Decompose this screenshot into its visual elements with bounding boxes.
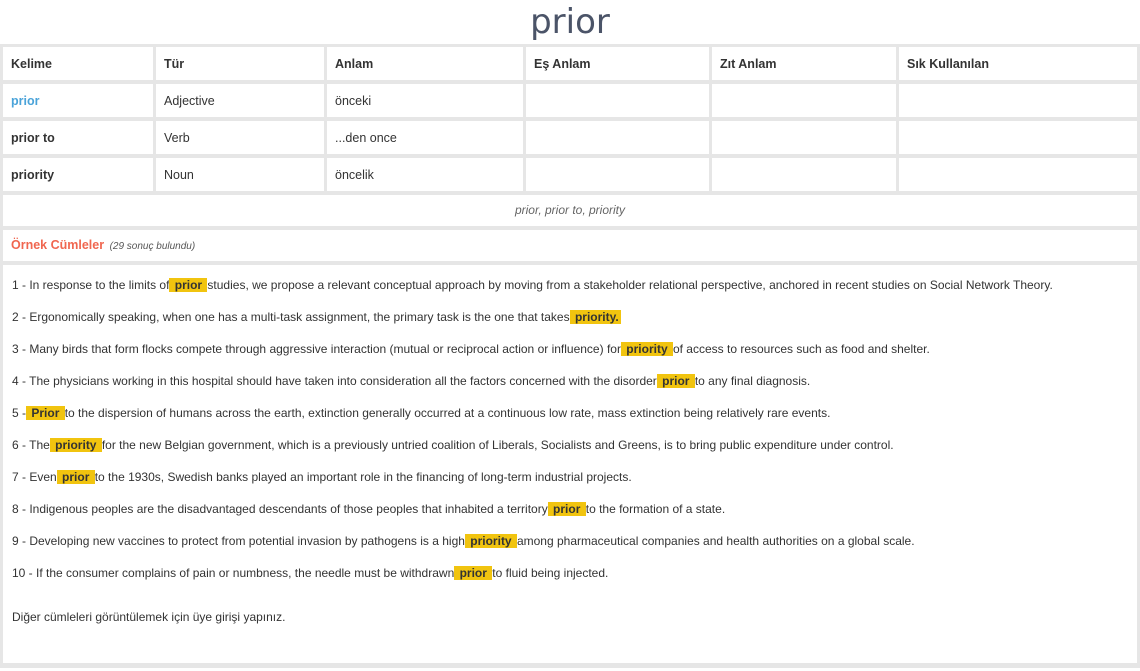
sentence-item — [12, 307, 1125, 327]
sentence-text: 2 - Ergonomically speaking, when one has a multi-task assignment, the primary task is the one that takes — [12, 310, 570, 324]
example-sentences — [3, 265, 1137, 663]
login-prompt — [12, 607, 1125, 627]
word-type: Noun — [156, 158, 324, 191]
highlighted-word: prior — [658, 374, 693, 388]
word-synonym — [526, 84, 709, 117]
word-type: Adjective — [156, 84, 324, 117]
word-meaning: öncelik — [327, 158, 523, 191]
examples-count: (29 sonuç bulundu) — [109, 241, 196, 252]
word-antonym — [712, 121, 896, 154]
word-common — [899, 121, 1137, 154]
table-row — [3, 121, 1137, 154]
examples-header — [3, 230, 1137, 261]
word-type: Verb — [156, 121, 324, 154]
sentence-text: 7 - Even — [12, 470, 57, 484]
sentence-text: 5 - — [12, 406, 27, 420]
sentence-text: 9 - Developing new vaccines to protect from potential invasion by pathogens is a high — [12, 534, 465, 548]
sentence-text: to the formation of a state. — [585, 502, 726, 516]
page-title: prior — [530, 2, 610, 42]
sentence-item — [12, 275, 1125, 295]
sentence-text: for the new Belgian government, which is a previously untried coalition of Liberals, Socialists and Greens, is to bring public expenditure under control. — [101, 438, 894, 452]
login-prompt-text: yapınız. — [240, 610, 286, 624]
header-kelime: Kelime — [3, 47, 153, 80]
sentence-text: 4 - The physicians working in this hospital should have taken into consideration all the factors concerned with the disorder — [12, 374, 657, 388]
highlighted-word: prior — [549, 502, 584, 516]
sentence-text: 6 - The — [12, 438, 50, 452]
header-tur: Tür — [156, 47, 324, 80]
sentence-text: among pharmaceutical companies and health authorities on a global scale. — [516, 534, 915, 548]
word-synonym — [526, 121, 709, 154]
content-panel — [0, 44, 1140, 668]
sentence-text: to the dispersion of humans across the earth, extinction generally occurred at a continuous low rate, mass extinction being relatively rare events. — [64, 406, 831, 420]
sentence-text: 10 - If the consumer complains of pain or numbness, the needle must be withdrawn — [12, 566, 455, 580]
table-header-row — [3, 47, 1137, 80]
highlighted-word: prior — [171, 278, 206, 292]
word-cell: prior to — [3, 121, 153, 154]
word-meaning: önceki — [327, 84, 523, 117]
table-row — [3, 158, 1137, 191]
examples-title: Örnek Cümleler — [11, 238, 105, 252]
highlighted-word: priority — [622, 342, 671, 356]
sentence-item — [12, 499, 1125, 519]
word-synonym — [526, 158, 709, 191]
login-prompt-text: Diğer cümleleri görüntülemek için — [12, 610, 193, 624]
word-cell: priority — [3, 158, 153, 191]
related-words-line: prior, prior to, priority — [3, 195, 1137, 226]
member-login-link[interactable]: üye girişi — [192, 610, 241, 624]
sentence-item — [12, 467, 1125, 487]
word-link[interactable]: prior — [3, 84, 153, 117]
sentence-text: to any final diagnosis. — [694, 374, 811, 388]
sentence-item — [12, 435, 1125, 455]
word-meaning: ...den once — [327, 121, 523, 154]
highlighted-word: prior — [58, 470, 93, 484]
highlighted-word: priority. — [571, 310, 619, 324]
sentence-text: to the 1930s, Swedish banks played an important role in the financing of long-term industrial projects. — [94, 470, 632, 484]
word-antonym — [712, 158, 896, 191]
sentence-text: to fluid being injected. — [492, 566, 609, 580]
sentence-item — [12, 403, 1125, 423]
sentence-text: studies, we propose a relevant conceptual approach by moving from a stakeholder relational perspective, anchored in recent studies on Social Network Theory. — [207, 278, 1053, 292]
sentence-text: of access to resources such as food and shelter. — [672, 342, 930, 356]
sentence-text: 8 - Indigenous peoples are the disadvantaged descendants of those peoples that inhabited a territory — [12, 502, 548, 516]
header-anlam: Anlam — [327, 47, 523, 80]
sentence-text: 1 - In response to the limits of — [12, 278, 170, 292]
highlighted-word: Prior — [28, 406, 63, 420]
sentence-text: 3 - Many birds that form flocks compete through aggressive interaction (mutual or reciprocal action or influence) for — [12, 342, 621, 356]
sentence-item — [12, 563, 1125, 583]
header-es-anlam: Eş Anlam — [526, 47, 709, 80]
word-table — [0, 43, 1140, 195]
highlighted-word: prior — [456, 566, 491, 580]
header-sik-kullanilan: Sık Kullanılan — [899, 47, 1137, 80]
sentence-item — [12, 531, 1125, 551]
table-row — [3, 84, 1137, 117]
word-common — [899, 158, 1137, 191]
word-antonym — [712, 84, 896, 117]
word-common — [899, 84, 1137, 117]
sentence-item — [12, 371, 1125, 391]
highlighted-word: priority — [466, 534, 515, 548]
sentence-item — [12, 339, 1125, 359]
highlighted-word: priority — [51, 438, 100, 452]
header-zit-anlam: Zıt Anlam — [712, 47, 896, 80]
